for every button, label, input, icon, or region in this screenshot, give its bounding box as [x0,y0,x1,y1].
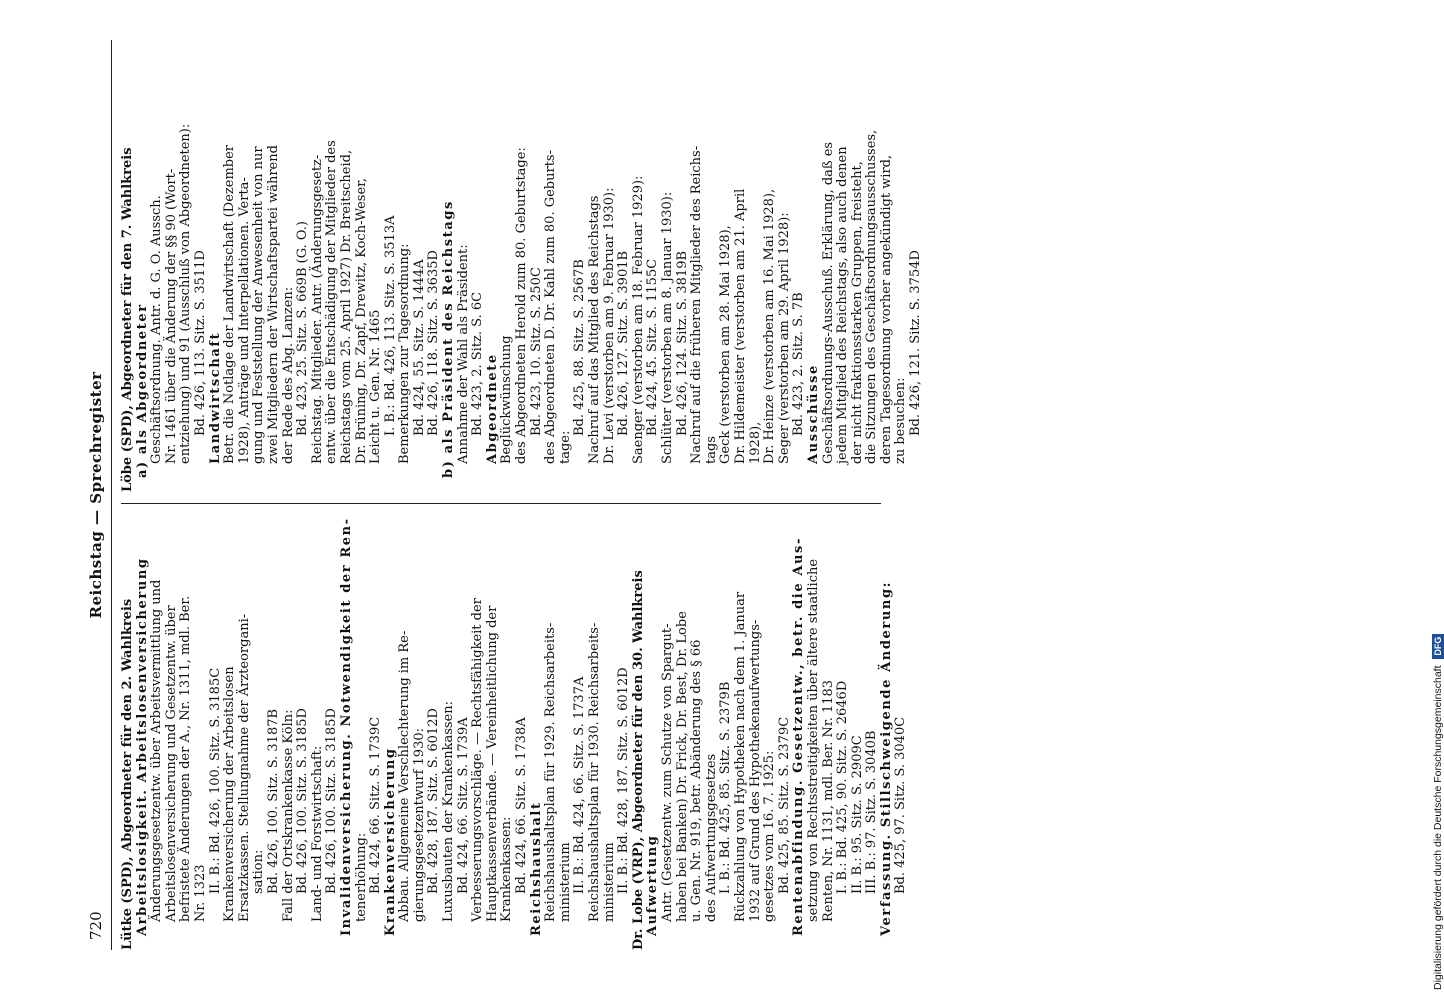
entry-line: II. B.: Bd. 426, 100. Sitz. S. 3185C [207,667,223,894]
entry-line: Bd. 424, 66. Sitz. S. 1739C [368,716,384,894]
entry-line: Änderungsgesetzentw. über Arbeitsvermittlung und [149,579,165,922]
entry-line: Rückzahlung von Hypotheken nach dem 1. Januar [732,591,748,922]
entry-line: Bd. 428, 187. Sitz. S. 6012D [426,708,442,894]
entry-line: Bd. 426, 100. Sitz. S. 3185D [295,708,311,894]
entry-line: Dr. Lobe (VRP), Abgeordneter für den 30. Wahlkreis [630,570,646,950]
entry-line: Bd. 426, 127. Sitz. S. 3901B [616,250,632,436]
entry-line: I. B.: Bd. 425, 85. Sitz. S. 2379B [718,681,734,894]
header-rule [111,40,112,950]
entry-line: Bd. 424, 66. Sitz. S. 1738A [514,717,530,894]
entry-line: Bd. 424, 45. Sitz. S. 1155C [645,258,661,436]
entry-line: ministerium [557,842,573,922]
entry-line: Dr. Levi (verstorben am 9. Februar 1930): [601,187,617,464]
entry-line: ministerium [601,842,617,922]
entry-line: Abbau. Allgemeine Verschlechterung im Re- [397,630,413,922]
entry-line: I. B.: Bd. 425, 90. Sitz. S. 2646D [835,680,851,894]
entry-line: Bd. 426, 100. Sitz. S. 3187B [265,708,281,894]
entry-line: Nr. 1323 [192,864,208,922]
entry-line: Reichstags vom 25. April 1927) Dr. Breitscheid, [338,149,354,464]
entry-line: Dr. Hildemeister (verstorben am 21. April [732,188,748,464]
entry-line: Invalidenversicherung. Notwendigkeit der Ren- [338,517,354,936]
entry-line: gesetzes vom 16. 7. 1925: [762,750,778,922]
entry-line: b) als Präsident des Reichstags [441,200,457,478]
entry-line: Bd. 426, 118. Sitz. S. 3635D [426,250,442,436]
entry-line: Ersatzkassen. Stellungnahme der Ärzteorgani- [236,613,252,922]
rotated-page-content [75,40,1335,950]
entry-line: der Rede des Abg. Lanzen: [280,286,296,464]
entry-line: zu besuchen: [893,377,909,464]
entry-line: Abgeordnete [484,353,500,464]
entry-line: Bd. 423, 25. Sitz. S. 669B (G. O.) [295,221,311,436]
entry-line: Bd. 426, 100. Sitz. S. 3185D [324,708,340,894]
entry-line: Bd. 426, 113. Sitz. S. 3511D [192,250,208,436]
page-number: 720 [87,911,105,940]
entry-line: Nachruf auf das Mitglied des Reichstags [587,195,602,464]
entry-line: der nicht fraktionsstarken Gruppen, freisteht, [849,161,865,464]
entry-line: tags [703,436,719,464]
entry-line: Aufwertung [645,834,661,936]
entry-line: Fall der Ortskrankenkasse Köln: [280,709,296,922]
entry-line: II. B.: Bd. 428, 187. Sitz. S. 6012D [616,667,632,894]
entry-line: Bd. 426, 121. Sitz. S. 3754D [908,250,924,436]
entry-line: Bd. 425, 88. Sitz. S. 2567B [572,259,588,436]
entry-line: sation: [251,849,267,894]
entry-line: Ausschüsse [805,364,821,464]
entry-line: des Abgeordneten D. Dr. Kahl zum 80. Geburts- [543,150,559,464]
entry-line: Bd. 423, 2. Sitz. S. 6C [470,291,486,436]
entry-line: Bd. 425, 85. Sitz. S. 2379C [776,716,792,894]
entry-line: Leicht u. Gen. Nr. 1465 [368,309,384,464]
entry-line: III. B.: 97. Sitz. S. 3040B [864,730,880,894]
entry-line: Arbeitslosigkeit. Arbeitslosenversicherung [134,557,150,936]
entry-line: Krankenversicherung [382,747,398,936]
entry-line: befristete Änderungen der A., Nr. 1311, mdl. Ber. [178,595,194,922]
page-title: Reichstag — Sprechregister [87,371,105,619]
entry-line: Geck (verstorben am 28. Mai 1928), [718,225,734,464]
entry-line: Bd. 424, 55. Sitz. S. 1444A [411,259,427,436]
entry-line: II. B.: Bd. 424, 66. Sitz. S. 1737A [572,676,588,894]
entry-line: Renten, Nr. 1131, mdl. Ber. Nr. 1183 [820,679,836,922]
entry-line: Land- und Forstwirtschaft: [309,745,325,922]
entry-line: 1932 auf Grund des Hypothekenaufwertungs- [747,619,763,922]
entry-line: Hauptkassenverbände. — Vereinheitlichung der [484,605,500,922]
entry-line: Rentenabfindung. Gesetzentw., betr. die Aus- [791,537,807,936]
entry-line: deren Tagesordnung vorher angekündigt wird, [878,154,894,464]
entry-line: Geschäftsordnungs-Ausschuß. Erklärung, daß es [820,141,836,464]
entry-line: I. B.: Bd. 426, 113. Sitz. S. 3513A [382,215,398,436]
entry-line: Arbeitslosenversicherung und Gesetzentw. über [163,605,179,922]
entry-line: Schlüter (verstorben am 8. Januar 1930): [659,191,675,464]
entry-line: Nr. 1461 über die Änderung der §§ 90 (Wort- [163,168,179,464]
entry-line: gung und Feststellung der Anwesenheit von nur [251,146,267,464]
entry-line: Krankenversicherung der Arbeitslosen [222,666,238,922]
entry-line: u. Gen. Nr. 919, betr. Abänderung des § 66 [689,639,705,922]
entry-line: Bd. 426, 124. Sitz. S. 3819B [674,250,690,436]
entry-line: Dr. Heinze (verstorben am 16. Mai 1928), [762,188,778,464]
entry-line: Verfassung. Stillschweigende Änderung: [878,580,894,936]
entry-line: Krankenkassen: [499,816,515,922]
entry-line: Bd. 423, 2. Sitz. S. 7B [791,292,807,436]
entry-line: Beglückwünschung [499,335,515,464]
entry-line: des Abgeordneten Herold zum 80. Geburtstage: [514,147,530,464]
entry-line: Betr. die Notlage der Landwirtschaft (Dezember [222,144,238,464]
entry-line: Luxusbauten der Krankenkassen: [441,700,457,922]
entry-line: 1928), Anträge und Interpellationen. Verta- [236,177,252,464]
entry-line: Nachruf auf die früheren Mitglieder des Reichs- [689,145,705,464]
entry-line: Landwirtschaft [207,331,223,464]
entry-line: Reichshaushaltsplan für 1929. Reichsarbeits- [543,622,559,922]
entry-line: Verbesserungsvorschläge. — Rechtsfähigkeit der [470,598,486,922]
entry-line: a) als Abgeordneter [134,303,150,478]
entry-line: Bd. 423, 10. Sitz. S. 250C [528,267,544,436]
entry-line: tage: [557,430,573,464]
entry-line: Bemerkungen zur Tagesordnung: [397,243,413,464]
entry-line: die Sitzungen des Geschäftsordnungsausschusses, [864,129,880,464]
entry-line: Löbe (SPD), Abgeordneter für den 7. Wahlkreis [120,147,135,492]
entry-line: Lütke (SPD), Abgeordneter für den 2. Wahlkreis [120,598,135,950]
entry-line: Seger (verstorben am 29. April 1928): [776,212,792,464]
entry-line: des Aufwertungsgesetzes [703,753,719,922]
entry-line: Bd. 424, 66. Sitz. S. 1739A [455,717,471,894]
entry-line: 1928), [747,421,763,464]
dfg-logo: DFG [1432,634,1444,659]
entry-line: setzung von Rechtsstreitigkeiten über ältere staatliche [805,558,821,922]
page-header [75,40,111,950]
entry-line: Annahme der Wahl als Präsident: [455,244,471,464]
entry-line: Dr. Brüning, Dr. Zapf, Drewitz, Koch-Weser, [353,177,369,464]
right-column [121,62,924,492]
entry-line: haben bei Banken) Dr. Frick, Dr. Best, Dr. Lobe [674,611,690,922]
entry-line: tenerhöhung: [353,832,369,922]
entry-line: zwei Mitgliedern der Wirtschaftspartei während [265,145,281,464]
funding-note [1432,0,1444,990]
entry-line: gierungsgesetzentwurf 1930: [411,728,427,922]
funding-text: Digitalisierung gefördert durch die Deutsche Forschungsgemeinschaft [1432,665,1444,990]
entry-line: Reichshaushaltsplan für 1930. Reichsarbeits- [587,622,602,922]
entry-line: entw. über die Entschädigung der Mitglieder des [324,140,340,464]
entry-line: Antr. (Gesetzentw. zum Schutze von Spargut- [659,623,675,922]
entry-line: Reichstag. Mitglieder. Antr. (Änderungsgesetz- [309,154,325,464]
left-column [120,517,909,950]
entry-line: Reichshaushalt [528,801,544,936]
entry-line: Geschäftsordnung. Antr. d. G. O. Aussch. [149,195,165,464]
entry-line: Saenger (verstorben am 18. Februar 1929): [630,175,646,464]
entry-line: II. B.: 95. Sitz. S. 2909C [849,735,865,894]
entry-line: Bd. 425, 97. Sitz. S. 3040C [893,716,909,894]
column-divider [121,503,881,504]
entry-line: entziehung) und 91 (Ausschluß von Abgeordneten): [178,123,194,464]
entry-line: jedem Mitglied des Reichstags, also auch denen [835,146,851,464]
